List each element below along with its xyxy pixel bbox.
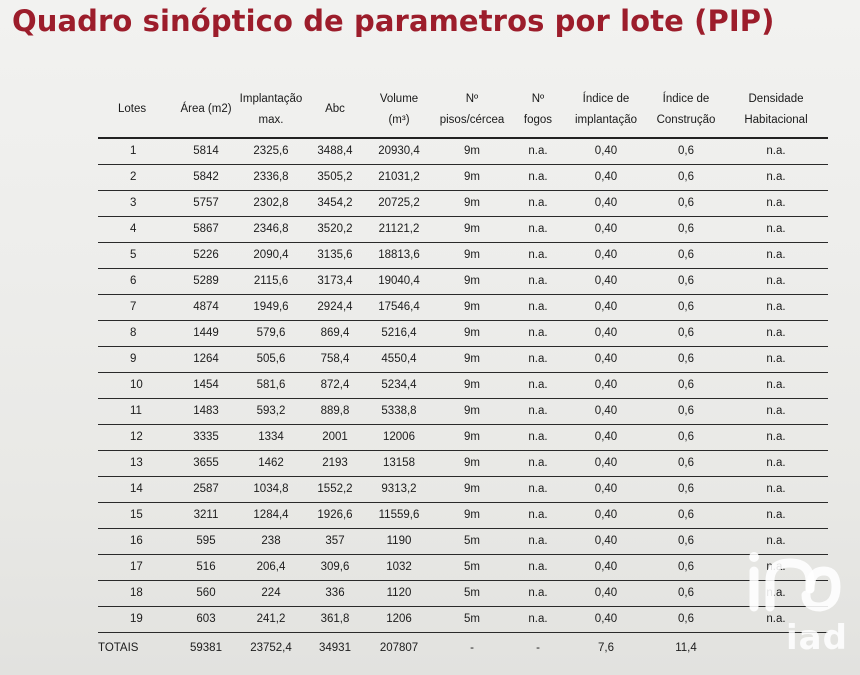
page-title: Quadro sinóptico de parametros por lote (PIP) — [12, 4, 775, 38]
cell-pisos: 9m — [432, 294, 512, 320]
cell-pisos: 9m — [432, 346, 512, 372]
cell-lotes: 1 — [98, 138, 174, 164]
cell-pisos: 9m — [432, 502, 512, 528]
cell-densidade: n.a. — [724, 528, 828, 554]
table-row — [98, 580, 828, 606]
cell-indice-construcao: 0,6 — [648, 190, 724, 216]
cell-abc: 869,4 — [304, 320, 366, 346]
cell-indice-construcao: 0,6 — [648, 424, 724, 450]
cell-area: 1483 — [174, 398, 238, 424]
cell-densidade: n.a. — [724, 164, 828, 190]
cell-fogos: n.a. — [512, 502, 564, 528]
cell-indice-construcao: 0,6 — [648, 450, 724, 476]
cell-pisos: 9m — [432, 320, 512, 346]
cell-lotes: 6 — [98, 268, 174, 294]
cell-indice-construcao: 0,6 — [648, 138, 724, 164]
cell-volume: 19040,4 — [366, 268, 432, 294]
cell-implantacao: 2346,8 — [238, 216, 304, 242]
cell-indice-construcao: 0,6 — [648, 554, 724, 580]
cell-abc: 2193 — [304, 450, 366, 476]
cell-fogos: n.a. — [512, 190, 564, 216]
cell-area: 3335 — [174, 424, 238, 450]
cell-abc: 2924,4 — [304, 294, 366, 320]
cell-indice-implantacao: 0,40 — [564, 372, 648, 398]
cell-pisos: 9m — [432, 138, 512, 164]
cell-indice-implantacao: 0,40 — [564, 398, 648, 424]
cell-fogos: n.a. — [512, 242, 564, 268]
cell-densidade: n.a. — [724, 216, 828, 242]
cell-densidade: n.a. — [724, 268, 828, 294]
header-area-label: Área (m2) — [180, 103, 232, 115]
cell-pisos: 5m — [432, 554, 512, 580]
cell-fogos: n.a. — [512, 320, 564, 346]
cell-indice-construcao: 0,6 — [648, 320, 724, 346]
table-row — [98, 398, 828, 424]
cell-pisos: 9m — [432, 398, 512, 424]
cell-pisos: 9m — [432, 216, 512, 242]
cell-indice-construcao: 0,6 — [648, 372, 724, 398]
cell-implantacao: 2325,6 — [238, 138, 304, 164]
cell-indice-construcao: 0,6 — [648, 476, 724, 502]
cell-densidade: n.a. — [724, 502, 828, 528]
table-row — [98, 268, 828, 294]
cell-indice-construcao: 0,6 — [648, 580, 724, 606]
cell-area: 3655 — [174, 450, 238, 476]
cell-indice-implantacao: 0,40 — [564, 216, 648, 242]
cell-indice-implantacao: 0,40 — [564, 294, 648, 320]
cell-densidade: n.a. — [724, 398, 828, 424]
cell-volume: 1190 — [366, 528, 432, 554]
header-fogos — [512, 82, 564, 138]
cell-implantacao: 1949,6 — [238, 294, 304, 320]
cell-area: 560 — [174, 580, 238, 606]
cell-pisos: 5m — [432, 580, 512, 606]
cell-fogos: n.a. — [512, 138, 564, 164]
cell-abc: 3454,2 — [304, 190, 366, 216]
cell-densidade: n.a. — [724, 294, 828, 320]
cell-abc: 872,4 — [304, 372, 366, 398]
table-row — [98, 554, 828, 580]
cell-fogos: n.a. — [512, 268, 564, 294]
cell-densidade: n.a. — [724, 138, 828, 164]
cell-volume: 17546,4 — [366, 294, 432, 320]
header-volume-line1: Volume — [379, 92, 419, 105]
cell-indice-implantacao: 0,40 — [564, 554, 648, 580]
table-row — [98, 528, 828, 554]
totals-volume: 207807 — [366, 632, 432, 664]
cell-lotes: 9 — [98, 346, 174, 372]
cell-volume: 1032 — [366, 554, 432, 580]
cell-implantacao: 2115,6 — [238, 268, 304, 294]
cell-indice-implantacao: 0,40 — [564, 528, 648, 554]
cell-volume: 1120 — [366, 580, 432, 606]
parameters-table — [98, 82, 828, 664]
totals-indice-implantacao: 7,6 — [564, 632, 648, 664]
cell-lotes: 17 — [98, 554, 174, 580]
cell-area: 516 — [174, 554, 238, 580]
cell-fogos: n.a. — [512, 580, 564, 606]
totals-lotes: TOTAIS — [98, 632, 174, 664]
cell-densidade: n.a. — [724, 372, 828, 398]
table-row — [98, 502, 828, 528]
header-volume-line2: (m³) — [388, 113, 410, 126]
table-row — [98, 346, 828, 372]
cell-volume: 20725,2 — [366, 190, 432, 216]
cell-pisos: 9m — [432, 476, 512, 502]
cell-indice-implantacao: 0,40 — [564, 502, 648, 528]
cell-volume: 18813,6 — [366, 242, 432, 268]
cell-indice-construcao: 0,6 — [648, 346, 724, 372]
cell-densidade: n.a. — [724, 424, 828, 450]
cell-volume: 5234,4 — [366, 372, 432, 398]
cell-fogos: n.a. — [512, 372, 564, 398]
totals-area: 59381 — [174, 632, 238, 664]
header-implantacao — [238, 82, 304, 138]
table-row — [98, 424, 828, 450]
cell-indice-implantacao: 0,40 — [564, 450, 648, 476]
cell-abc: 361,8 — [304, 606, 366, 632]
totals-implantacao: 23752,4 — [238, 632, 304, 664]
cell-area: 1449 — [174, 320, 238, 346]
cell-indice-construcao: 0,6 — [648, 216, 724, 242]
cell-lotes: 15 — [98, 502, 174, 528]
table-body — [98, 138, 828, 664]
cell-lotes: 11 — [98, 398, 174, 424]
cell-volume: 12006 — [366, 424, 432, 450]
cell-implantacao: 579,6 — [238, 320, 304, 346]
cell-indice-implantacao: 0,40 — [564, 138, 648, 164]
cell-pisos: 9m — [432, 450, 512, 476]
cell-volume: 5338,8 — [366, 398, 432, 424]
cell-indice-construcao: 0,6 — [648, 528, 724, 554]
cell-abc: 2001 — [304, 424, 366, 450]
cell-volume: 21121,2 — [366, 216, 432, 242]
cell-densidade: n.a. — [724, 190, 828, 216]
cell-abc: 3505,2 — [304, 164, 366, 190]
cell-indice-implantacao: 0,40 — [564, 320, 648, 346]
totals-abc: 34931 — [304, 632, 366, 664]
cell-abc: 3173,4 — [304, 268, 366, 294]
cell-indice-construcao: 0,6 — [648, 242, 724, 268]
cell-volume: 20930,4 — [366, 138, 432, 164]
cell-abc: 3488,4 — [304, 138, 366, 164]
cell-abc: 3520,2 — [304, 216, 366, 242]
cell-densidade: n.a. — [724, 580, 828, 606]
table-row — [98, 242, 828, 268]
cell-indice-implantacao: 0,40 — [564, 268, 648, 294]
cell-pisos: 9m — [432, 242, 512, 268]
cell-area: 1264 — [174, 346, 238, 372]
cell-area: 1454 — [174, 372, 238, 398]
cell-indice-implantacao: 0,40 — [564, 580, 648, 606]
cell-area: 5289 — [174, 268, 238, 294]
cell-area: 2587 — [174, 476, 238, 502]
cell-implantacao: 238 — [238, 528, 304, 554]
cell-volume: 1206 — [366, 606, 432, 632]
header-indice-implantacao-line1: Índice de — [582, 92, 630, 105]
table-row — [98, 320, 828, 346]
cell-abc: 1552,2 — [304, 476, 366, 502]
cell-abc: 1926,6 — [304, 502, 366, 528]
cell-pisos: 5m — [432, 606, 512, 632]
table-row — [98, 606, 828, 632]
cell-implantacao: 241,2 — [238, 606, 304, 632]
cell-lotes: 8 — [98, 320, 174, 346]
header-lotes — [98, 82, 174, 138]
cell-pisos: 9m — [432, 190, 512, 216]
cell-area: 595 — [174, 528, 238, 554]
header-implantacao-line1: Implantação — [239, 92, 303, 105]
cell-lotes: 4 — [98, 216, 174, 242]
totals-fogos: - — [512, 632, 564, 664]
cell-lotes: 2 — [98, 164, 174, 190]
cell-fogos: n.a. — [512, 164, 564, 190]
header-abc-label: Abc — [325, 103, 345, 115]
cell-fogos: n.a. — [512, 294, 564, 320]
cell-indice-construcao: 0,6 — [648, 502, 724, 528]
header-pisos — [432, 82, 512, 138]
cell-lotes: 12 — [98, 424, 174, 450]
cell-volume: 21031,2 — [366, 164, 432, 190]
table-row — [98, 138, 828, 164]
cell-implantacao: 593,2 — [238, 398, 304, 424]
cell-fogos: n.a. — [512, 554, 564, 580]
cell-densidade: n.a. — [724, 476, 828, 502]
cell-pisos: 9m — [432, 424, 512, 450]
table-row — [98, 216, 828, 242]
header-indice-construcao — [648, 82, 724, 138]
cell-area: 4874 — [174, 294, 238, 320]
cell-abc: 3135,6 — [304, 242, 366, 268]
header-indice-implantacao-line2: implantação — [574, 113, 637, 126]
cell-implantacao: 206,4 — [238, 554, 304, 580]
cell-implantacao: 1462 — [238, 450, 304, 476]
cell-densidade: n.a. — [724, 242, 828, 268]
totals-row — [98, 632, 828, 664]
cell-indice-implantacao: 0,40 — [564, 424, 648, 450]
cell-fogos: n.a. — [512, 216, 564, 242]
table-header — [98, 82, 828, 138]
header-pisos-line1: Nº — [465, 92, 479, 105]
cell-area: 603 — [174, 606, 238, 632]
header-area — [174, 82, 238, 138]
cell-abc: 309,6 — [304, 554, 366, 580]
header-implantacao-line2: max. — [258, 113, 284, 126]
cell-indice-implantacao: 0,40 — [564, 190, 648, 216]
cell-indice-construcao: 0,6 — [648, 268, 724, 294]
cell-pisos: 9m — [432, 372, 512, 398]
cell-lotes: 3 — [98, 190, 174, 216]
table-row — [98, 294, 828, 320]
table-row — [98, 450, 828, 476]
table-row — [98, 164, 828, 190]
table-row — [98, 476, 828, 502]
cell-implantacao: 1334 — [238, 424, 304, 450]
header-abc — [304, 82, 366, 138]
cell-implantacao: 1034,8 — [238, 476, 304, 502]
cell-densidade: n.a. — [724, 606, 828, 632]
cell-volume: 5216,4 — [366, 320, 432, 346]
cell-indice-construcao: 0,6 — [648, 398, 724, 424]
cell-indice-implantacao: 0,40 — [564, 242, 648, 268]
cell-abc: 889,8 — [304, 398, 366, 424]
cell-fogos: n.a. — [512, 424, 564, 450]
table-row — [98, 372, 828, 398]
header-fogos-line2: fogos — [523, 113, 553, 126]
header-indice-implantacao — [564, 82, 648, 138]
cell-implantacao: 224 — [238, 580, 304, 606]
cell-fogos: n.a. — [512, 398, 564, 424]
cell-implantacao: 2336,8 — [238, 164, 304, 190]
watermark-text: iad — [786, 618, 848, 658]
cell-densidade: n.a. — [724, 450, 828, 476]
header-densidade-line1: Densidade — [748, 92, 804, 105]
cell-implantacao: 581,6 — [238, 372, 304, 398]
totals-pisos: - — [432, 632, 512, 664]
cell-fogos: n.a. — [512, 450, 564, 476]
cell-indice-implantacao: 0,40 — [564, 346, 648, 372]
cell-abc: 357 — [304, 528, 366, 554]
cell-volume: 9313,2 — [366, 476, 432, 502]
cell-lotes: 16 — [98, 528, 174, 554]
cell-volume: 11559,6 — [366, 502, 432, 528]
cell-densidade: n.a. — [724, 320, 828, 346]
totals-indice-construcao: 11,4 — [648, 632, 724, 664]
cell-indice-implantacao: 0,40 — [564, 164, 648, 190]
cell-densidade: n.a. — [724, 554, 828, 580]
cell-fogos: n.a. — [512, 476, 564, 502]
cell-fogos: n.a. — [512, 606, 564, 632]
cell-indice-implantacao: 0,40 — [564, 476, 648, 502]
cell-pisos: 9m — [432, 268, 512, 294]
cell-implantacao: 505,6 — [238, 346, 304, 372]
cell-fogos: n.a. — [512, 346, 564, 372]
header-densidade-line2: Habitacional — [744, 113, 808, 126]
cell-area: 5814 — [174, 138, 238, 164]
cell-lotes: 18 — [98, 580, 174, 606]
header-densidade — [724, 82, 828, 138]
header-pisos-line2: pisos/cércea — [439, 113, 505, 126]
cell-abc: 336 — [304, 580, 366, 606]
cell-pisos: 5m — [432, 528, 512, 554]
cell-fogos: n.a. — [512, 528, 564, 554]
cell-pisos: 9m — [432, 164, 512, 190]
cell-volume: 4550,4 — [366, 346, 432, 372]
header-indice-construcao-line1: Índice de — [662, 92, 710, 105]
cell-implantacao: 2090,4 — [238, 242, 304, 268]
cell-indice-construcao: 0,6 — [648, 294, 724, 320]
cell-area: 5757 — [174, 190, 238, 216]
header-fogos-line1: Nº — [531, 92, 545, 105]
cell-lotes: 7 — [98, 294, 174, 320]
cell-lotes: 10 — [98, 372, 174, 398]
cell-densidade: n.a. — [724, 346, 828, 372]
header-volume — [366, 82, 432, 138]
cell-area: 5226 — [174, 242, 238, 268]
header-lotes-label: Lotes — [118, 103, 147, 115]
cell-indice-construcao: 0,6 — [648, 606, 724, 632]
cell-abc: 758,4 — [304, 346, 366, 372]
cell-indice-construcao: 0,6 — [648, 164, 724, 190]
table-row — [98, 190, 828, 216]
cell-area: 5842 — [174, 164, 238, 190]
cell-lotes: 5 — [98, 242, 174, 268]
cell-lotes: 19 — [98, 606, 174, 632]
cell-indice-implantacao: 0,40 — [564, 606, 648, 632]
cell-implantacao: 2302,8 — [238, 190, 304, 216]
cell-area: 5867 — [174, 216, 238, 242]
cell-lotes: 14 — [98, 476, 174, 502]
cell-volume: 13158 — [366, 450, 432, 476]
header-indice-construcao-line2: Construção — [656, 113, 716, 126]
cell-implantacao: 1284,4 — [238, 502, 304, 528]
cell-lotes: 13 — [98, 450, 174, 476]
cell-area: 3211 — [174, 502, 238, 528]
